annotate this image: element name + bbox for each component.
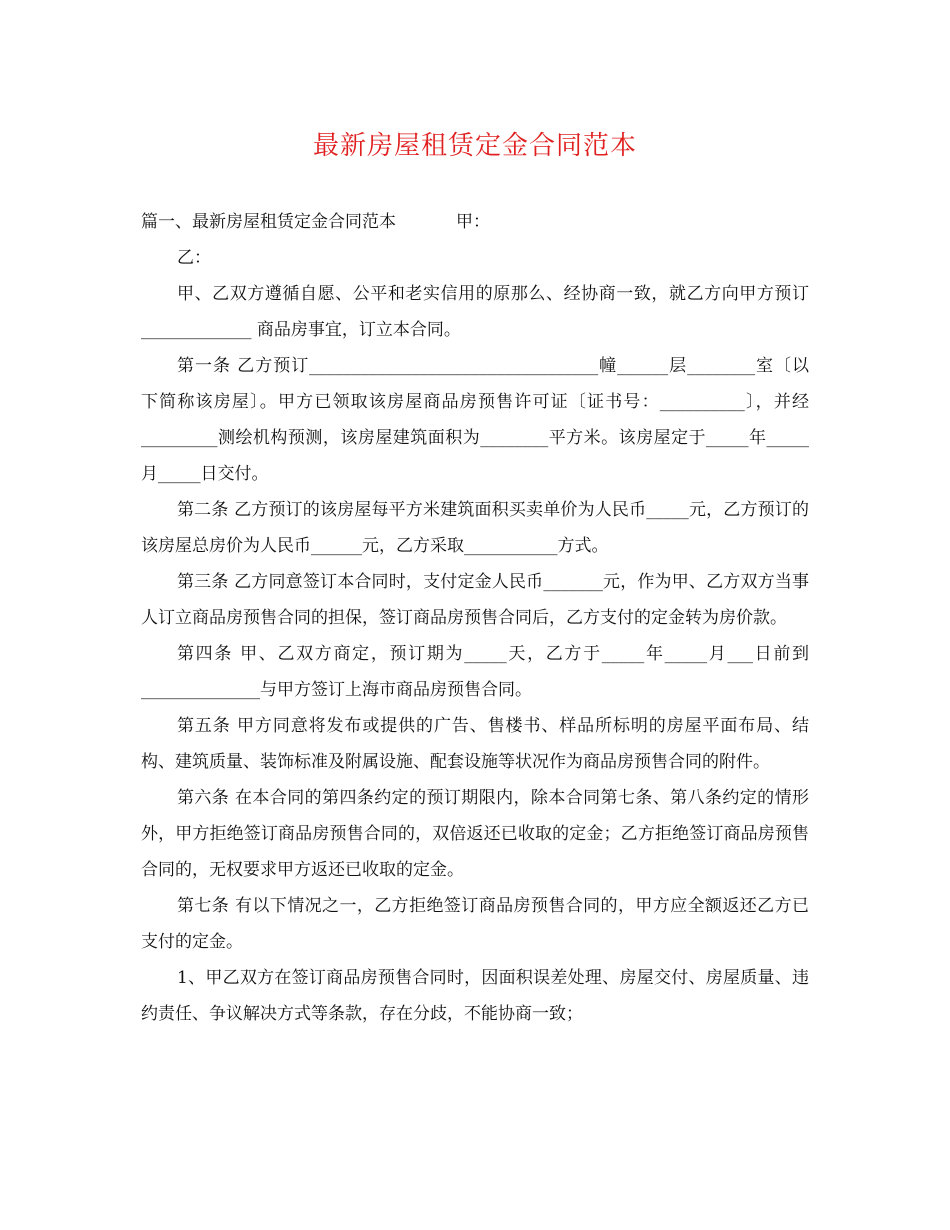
paragraph-intro: 甲、乙双方遵循自愿、公平和老实信用的原那么、经协商一致，就乙方向甲方预订 _____________ 商品房事宜，订立本合同。 xyxy=(141,284,809,340)
section-heading: 篇一、最新房屋租赁定金合同范本 xyxy=(141,212,396,232)
article-2: 第二条 乙方预订的该房屋每平方米建筑面积买卖单价为人民币_____元，乙方预订的该房屋总房价为人民币______元，乙方采取___________方式。 xyxy=(141,500,809,556)
paragraph-heading xyxy=(141,204,809,240)
article-3: 第三条 乙方同意签订本合同时，支付定金人民币_______元，作为甲、乙方双方当事人订立商品房预售合同的担保，签订商品房预售合同后，乙方支付的定金转为房价款。 xyxy=(141,572,809,628)
article-4: 第四条 甲、乙双方商定，预订期为_____天，乙方于_____年_____月___日前到______________与甲方签订上海市商品房预售合同。 xyxy=(141,644,809,700)
party-b-label: 乙： xyxy=(177,248,211,268)
party-a-label: 甲： xyxy=(456,212,490,232)
article-5: 第五条 甲方同意将发布或提供的广告、售楼书、样品所标明的房屋平面布局、结构、建筑质量、装饰标准及附属设施、配套设施等状况作为商品房预售合同的附件。 xyxy=(141,716,809,772)
article-7-item-1: 1、甲乙双方在签订商品房预售合同时，因面积误差处理、房屋交付、房屋质量、违约责任、争议解决方式等条款，存在分歧，不能协商一致； xyxy=(141,968,809,1024)
article-6: 第六条 在本合同的第四条约定的预订期限内，除本合同第七条、第八条约定的情形外，甲方拒绝签订商品房预售合同的，双倍返还已收取的定金；乙方拒绝签订商品房预售合同的，无权要求甲方返还已收取的定金。 xyxy=(141,788,809,880)
document-body xyxy=(141,204,809,1032)
document-title: 最新房屋租赁定金合同范本 xyxy=(312,131,637,161)
article-1: 第一条 乙方预订__________________________________幢______层________室〔以下简称该房屋〕。甲方已领取该房屋商品房预售许可证〔证书号：__________〕，并经_________测绘机构预测，该房屋建筑面积为________平方米。该房屋定于_____年_____月_____日交付。 xyxy=(141,356,809,484)
article-7: 第七条 有以下情况之一，乙方拒绝签订商品房预售合同的，甲方应全额返还乙方已支付的定金。 xyxy=(141,896,809,952)
